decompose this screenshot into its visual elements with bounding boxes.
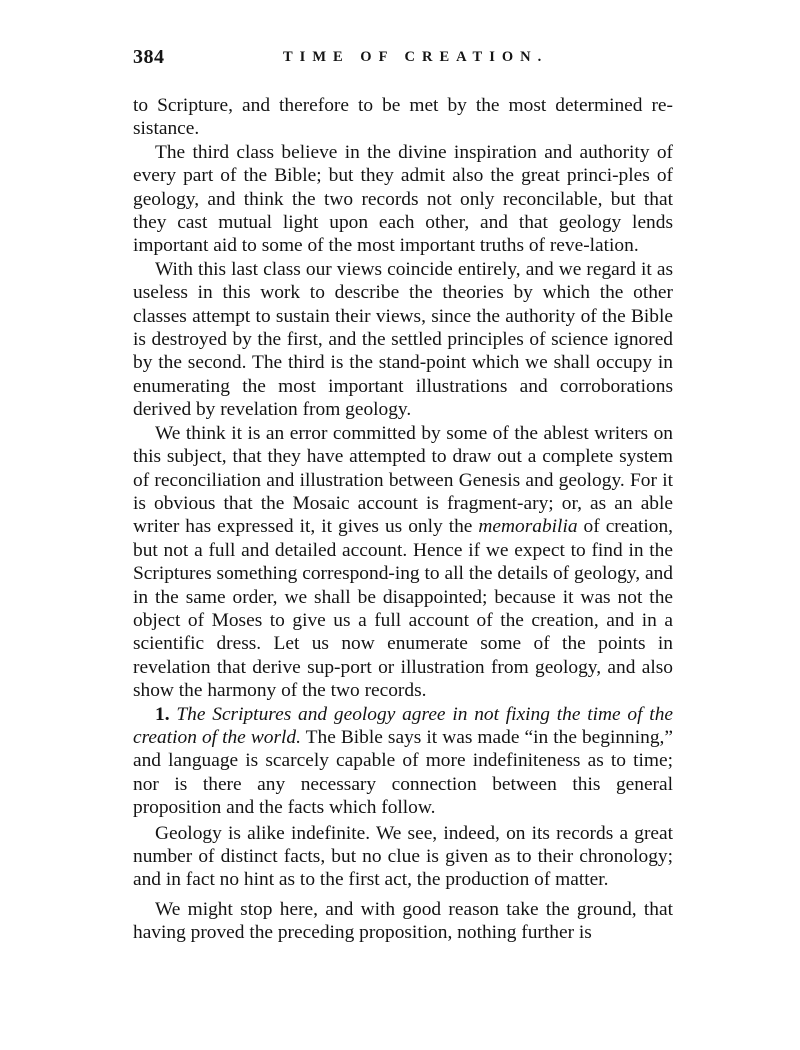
paragraph-geology-indefinite [133,822,673,892]
paragraph-text: of creation, but not a full and detailed account. Hence if we expect to find in the Scriptures something correspond-ing to all the details of geology, and in the same order, we shall be disappointed; because it was not the object of Moses to give us a full account of the creation, and in a scientific dress. Let us now enumerate some of the points in revelation that derive sup-port or illustration from geology, and also show the harmony of the two records. [133,516,673,702]
paragraph-text: The Bible says it was made “in the beginning,” and language is scarcely capable of more indefiniteness as to time; nor is there any necessary connection between this general proposition and the facts which follow. [133,726,673,819]
page-number: 384 [133,46,165,68]
paragraph-continuation [133,94,673,141]
paragraph-point-one [133,703,673,820]
running-head [133,46,673,74]
paragraph-text: to Scripture, and therefore to be met by the most determined re-sistance. [133,95,673,140]
paragraph-might-stop [133,898,673,945]
italic-term: memorabilia [478,516,578,538]
paragraph-text: We think it is an error committed by some of the ablest writers on this subject, that they have attempted to draw out a complete system of reconciliation and illustration between Genesis and geology. For it is obvious that the Mosaic account is fragment-ary; or, as an able writer has expressed it, it gives us only the [133,422,673,538]
italic-proposition: The Scriptures and geology agree in not fixing the time of the creation of the world. [133,703,673,748]
paragraph-text: With this last class our views coincide entirely, and we regard it as useless in this work to describe the theories by which the other classes attempt to sustain their views, since the authority of the Bible is destroyed by the first, and the settled principles of science ignored by the second. The third is the stand-point which we shall occupy in enumerating the most important illustrations and corroborations derived by revelation from geology. [133,258,673,421]
paragraph-text: The third class believe in the divine inspiration and authority of every part of the Bible; but they admit also the great princi-ples of geology, and think the two records not only reconcilable, but that they cast mutual light upon each other, and that geology lends important aid to some of the most important truths of reve-lation. [133,141,673,257]
paragraph-text: We might stop here, and with good reason take the ground, that having proved the preceding proposition, nothing further is [133,898,673,944]
point-number: 1. [155,703,170,725]
paragraph-error-committed [133,422,673,703]
paragraph-third-class [133,141,673,258]
running-title: TIME OF CREATION. [283,49,549,65]
book-page [133,46,673,945]
body-text [133,94,673,945]
paragraph-text: Geology is alike indefinite. We see, indeed, on its records a great number of distinct facts, but no clue is given as to their chronology; and in fact no hint as to the first act, the production of matter. [133,822,673,891]
paragraph-views-coincide [133,258,673,422]
